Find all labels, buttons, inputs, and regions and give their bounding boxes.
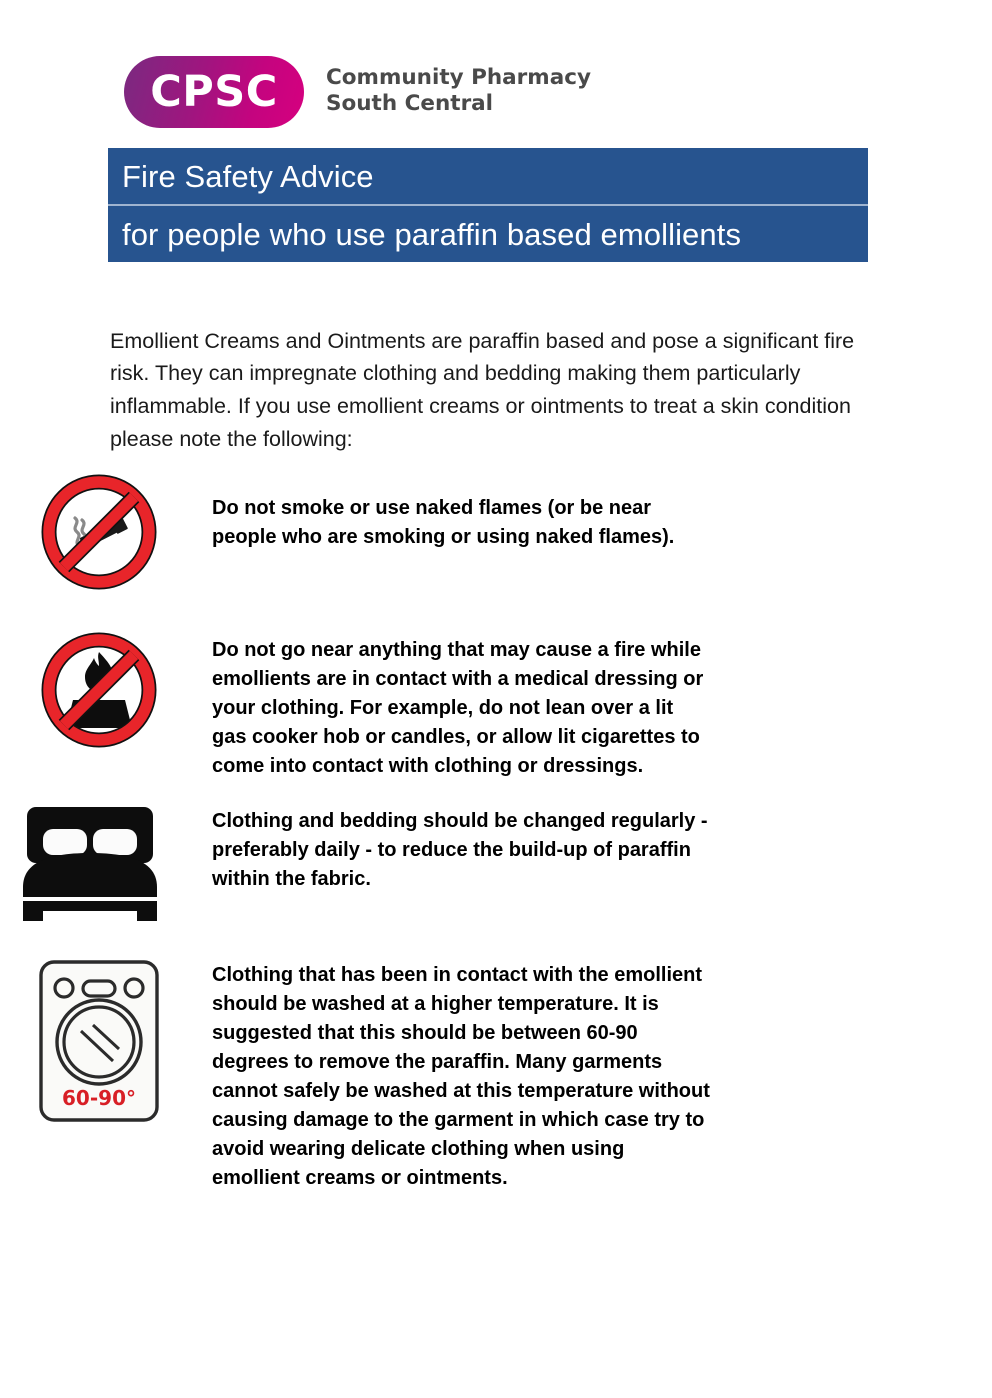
washing-temperature-label: 60-90° — [62, 1086, 136, 1110]
advice-item — [0, 957, 992, 1193]
cpsc-logo-badge — [124, 56, 304, 128]
brand-name — [326, 65, 591, 117]
advice-text: Clothing that has been in contact with the emollient should be washed at a higher temperature. It is suggested that this should be between 60-90 degrees to remove the paraffin. Many garments cannot safely be washed at this temperature without causing damage to the garment in which case try to avoid wearing delicate clothing when using emollient creams or ointments. — [212, 964, 710, 1189]
brand-name-line1: Community Pharmacy — [326, 65, 591, 90]
advice-text: Do not go near anything that may cause a fire while emollients are in contact with a medical dressing or your clothing. For example, do not lean over a lit gas cooker hob or candles, or allow lit cigarettes to come into contact with clothing or dressings. — [212, 639, 704, 777]
advice-list — [0, 472, 992, 1211]
no-smoking-icon — [39, 472, 159, 592]
advice-icon-slot — [0, 472, 180, 592]
advice-icon-slot — [0, 957, 180, 1125]
brand-name-line2: South Central — [326, 91, 494, 117]
cpsc-logo-text: CPSC — [150, 66, 278, 117]
advice-text: Clothing and bedding should be changed regularly - preferably daily - to reduce the build-up of paraffin within the fabric. — [212, 810, 708, 890]
advice-item — [0, 803, 992, 921]
advice-text: Do not smoke or use naked flames (or be near people who are smoking or using naked flames). — [212, 497, 675, 548]
advice-item — [0, 472, 992, 592]
advice-icon-slot — [0, 630, 180, 750]
banner-title-line2: for people who use paraffin based emollients — [108, 206, 868, 262]
bed-icon — [15, 803, 165, 921]
intro-paragraph: Emollient Creams and Ointments are paraffin based and pose a significant fire risk. They can impregnate clothing and bedding making them particularly inflammable. If you use emollient creams or ointments to treat a skin condition please note the following: — [110, 328, 855, 451]
advice-item — [0, 630, 992, 781]
no-open-flame-icon — [39, 630, 159, 750]
title-banner — [108, 148, 868, 262]
banner-title-line1: Fire Safety Advice — [108, 148, 868, 206]
brand-logo — [124, 56, 591, 128]
washing-machine-icon — [35, 957, 163, 1125]
advice-icon-slot — [0, 803, 180, 921]
